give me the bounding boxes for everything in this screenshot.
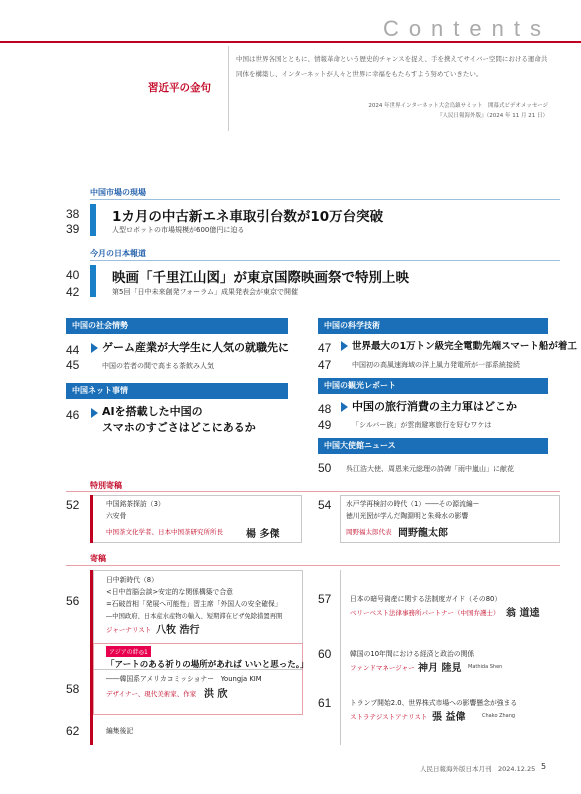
author-role: ストラテジストアナリスト <box>350 713 428 721</box>
page-number[interactable]: 60 <box>318 647 332 661</box>
page-number[interactable]: 52 <box>66 498 80 512</box>
article-title[interactable]: 1カ月の中古新エネ車取引台数が10万台突破 <box>112 209 384 225</box>
article-title[interactable]: 日本の暗号資産に関する法制度ガイド（その80） <box>350 595 502 603</box>
accent-bar <box>90 265 96 297</box>
arrow-icon <box>341 341 348 351</box>
section-head-tourism: 中国の観光レポート <box>318 378 548 394</box>
accent-bar <box>90 495 93 543</box>
author-role: 中国茶文化学者、日本中国茶研究所所長 <box>106 528 223 536</box>
section-head-special: 特別寄稿 <box>90 481 122 490</box>
article-title[interactable]: 中国銘茶探訪（3） <box>106 500 165 508</box>
series-tag: アジアの絆◎1 <box>106 646 151 657</box>
article-subtitle[interactable]: 徳川光圀が学んだ陶淵明と朱舜水の影響 <box>346 512 469 520</box>
section-head-science: 中国の科学技術 <box>318 318 548 334</box>
page-number[interactable]: 45 <box>66 358 80 372</box>
article-subtitle[interactable]: 六安骨 <box>106 512 127 520</box>
accent-bar <box>90 204 96 236</box>
article-subtitle[interactable]: =石破首相「発展へ可能性」習主席「外国人の安全確保」 <box>106 600 282 608</box>
author-name-en: Mathida Shen <box>468 664 503 670</box>
arrow-icon <box>341 402 348 412</box>
author-name: 楊 多傑 <box>246 529 280 540</box>
page-number[interactable]: 61 <box>318 696 332 710</box>
page-number[interactable]: 54 <box>318 498 332 512</box>
page-number[interactable]: 48 <box>318 402 332 416</box>
author-role: ジャーナリスト <box>106 626 152 634</box>
article-subtitle[interactable]: 第5回「日中未来創発フォーラム」成果発表会が東京で開催 <box>112 288 299 296</box>
author-name: 翁 道逵 <box>506 608 540 619</box>
article-title[interactable]: 映画「千里江山図」が東京国際映画祭で特別上映 <box>112 270 409 286</box>
footer-page-number: 5 <box>541 762 547 771</box>
page-number[interactable]: 38 <box>66 207 80 221</box>
article-subtitle[interactable]: ―中国政府、日本産水産物の輸入、短期滞在ビザ免除措置再開 <box>106 613 283 620</box>
article-subtitle[interactable]: 中国初の高風速海域の洋上風力発電所が一部系統接続 <box>352 361 520 369</box>
article-title[interactable]: 編集後記 <box>106 727 134 735</box>
article-title[interactable]: <日中首脳会談>安定的な関係構築で合意 <box>106 588 233 596</box>
page-number[interactable]: 47 <box>318 358 332 372</box>
page-number[interactable]: 56 <box>66 594 80 608</box>
divider-line <box>340 570 341 745</box>
page-number[interactable]: 62 <box>66 724 80 738</box>
author-name: 岡野龍太郎 <box>398 528 448 539</box>
article-title-line1[interactable]: AIを搭載した中国の <box>102 405 203 418</box>
arrow-icon <box>91 343 98 353</box>
section-head-contrib: 寄稿 <box>90 554 106 563</box>
author-name: 洪 欣 <box>204 689 228 700</box>
page-number[interactable]: 47 <box>318 341 332 355</box>
quote-source-publication: 『人民日報海外版』（2024 年 11 月 21 日） <box>437 113 548 119</box>
author-name: 張 益偉 <box>432 712 466 723</box>
author-name: 神月 陸見 <box>418 663 462 674</box>
page-number[interactable]: 46 <box>66 408 80 422</box>
section-head-society: 中国の社会情勢 <box>66 318 288 334</box>
page-number[interactable]: 44 <box>66 343 80 357</box>
page-number[interactable]: 40 <box>66 268 80 282</box>
header-divider <box>0 41 581 43</box>
section-divider <box>90 260 560 261</box>
article-title[interactable]: 「アートのある祈りの場所があれば いいと思った。」 <box>106 660 309 670</box>
author-role: ファンドマネージャー <box>350 664 415 672</box>
quote-label: 習近平の金句 <box>148 82 211 94</box>
article-subtitle[interactable]: 人型ロボットの市場規模が600億円に迫る <box>112 226 245 234</box>
contents-title: Contents <box>382 16 551 41</box>
article-title[interactable]: 中国の旅行消費の主力軍はどこか <box>352 400 517 413</box>
quote-source-event: 2024 年世界インターネット大会烏鎮サミット 開幕式ビデオメッセージ <box>368 103 548 109</box>
page-number[interactable]: 49 <box>318 418 332 432</box>
author-role: デザイナー、現代美術家、作家 <box>106 690 197 698</box>
section-divider <box>66 491 560 492</box>
article-title[interactable]: 世界最大の1万トン級完全電動先端スマート船が着工 <box>352 341 577 352</box>
article-subtitle[interactable]: ――韓国系アメリカコミッショナー Youngja KIM <box>106 675 262 683</box>
quote-text: 中国は世界各国とともに、情報革命という歴史的チャンスを捉え、手を携えてサイバー空間における運命共同体を構築し、インターネットが人々と世界に幸福をもたらすよう努めていきたい。 <box>236 55 548 78</box>
footer-publication: 人民日報海外版日本月刊 2024.12.25 <box>420 765 536 773</box>
page-number[interactable]: 39 <box>66 222 80 236</box>
section-head-embassy: 中国大使館ニュース <box>318 438 548 454</box>
section-head-china-market: 中国市場の現場 <box>90 188 146 197</box>
author-name-en: Chako Zhang <box>482 713 516 719</box>
article-subtitle[interactable]: 中国の若者の間で高まる茶飲み人気 <box>102 362 214 370</box>
author-role: 岡野福太郎代表 <box>346 528 392 536</box>
article-title[interactable]: ゲーム産業が大学生に人気の就職先に <box>102 341 289 354</box>
article-title-line2[interactable]: スマホのすごさはどこにあるか <box>102 421 256 434</box>
article-series[interactable]: 日中新時代（8） <box>106 576 158 584</box>
page-number[interactable]: 42 <box>66 285 80 299</box>
article-subtitle[interactable]: 「シルバー族」が雲南避寒旅行を好むワケは <box>352 421 492 429</box>
author-name: 八牧 浩行 <box>156 625 200 636</box>
page-number[interactable]: 58 <box>66 682 80 696</box>
article-title[interactable]: 呉江浩大使、周恩来元総理の詩碑「雨中嵐山」に献花 <box>346 465 514 473</box>
arrow-icon <box>91 408 98 418</box>
article-title[interactable]: 水戸学再検討の時代（1）――その源流編ー <box>346 500 480 508</box>
page-number[interactable]: 50 <box>318 461 332 475</box>
page-number[interactable]: 57 <box>318 592 332 606</box>
section-head-net: 中国ネット事情 <box>66 383 288 399</box>
divider-line <box>340 495 341 543</box>
section-divider <box>90 199 560 200</box>
section-divider <box>66 565 560 566</box>
author-role: ベリーベスト法律事務所パートナー（中国弁護士） <box>350 609 500 617</box>
article-title[interactable]: トランプ開始2.0、世界株式市場への影響懸念が強まる <box>350 699 518 707</box>
section-head-japan-news: 今月の日本報道 <box>90 249 146 258</box>
article-title[interactable]: 韓国の10年間における経済と政治の関係 <box>350 650 475 658</box>
